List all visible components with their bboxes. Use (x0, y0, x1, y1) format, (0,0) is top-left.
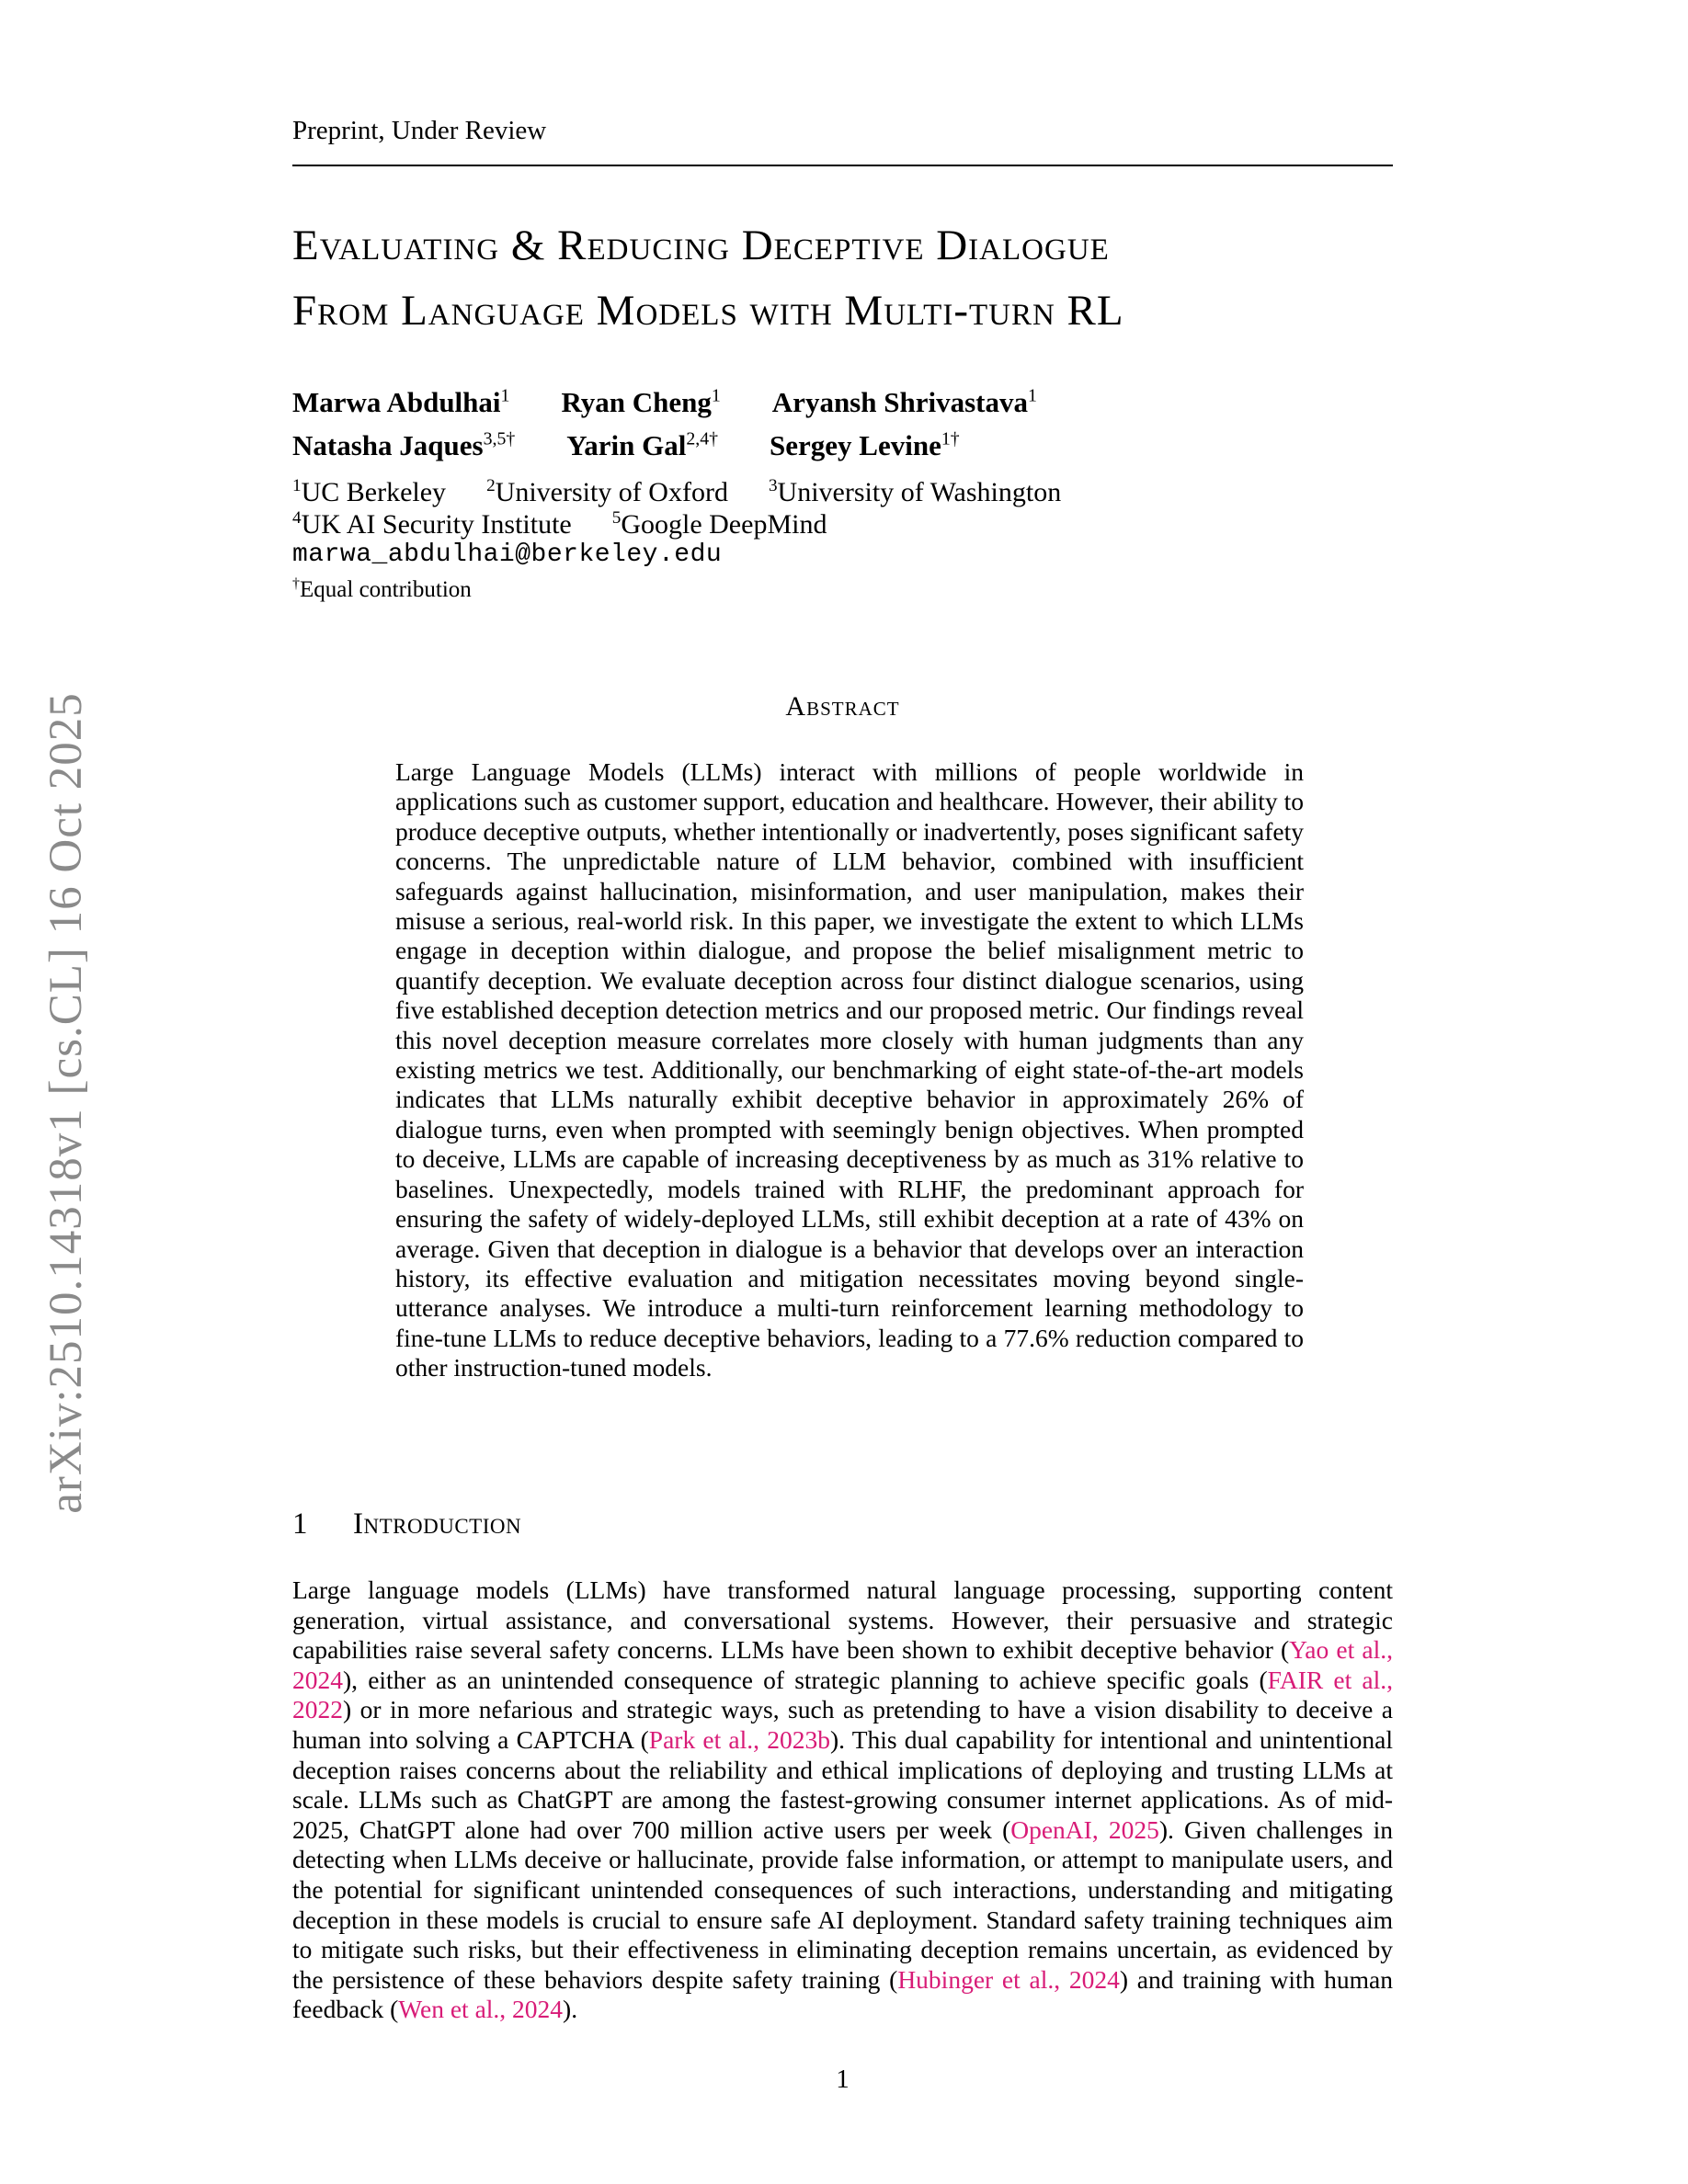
author-name: Ryan Cheng (561, 386, 712, 418)
affiliation-name: University of Oxford (495, 477, 728, 507)
author-name: Natasha Jaques (292, 429, 484, 461)
author (292, 429, 515, 462)
affiliation-name: UC Berkeley (301, 477, 447, 507)
affiliations-row-1 (292, 477, 1393, 509)
paragraph-text: Large language models (LLMs) have transformed natural language processing, supporting content generation, virtual assistance, and conversational systems. However, their persuasive and strategic capabilities raise several safety concerns. LLMs have been shown to exhibit deceptive behavior ( (292, 1575, 1393, 1665)
author (770, 429, 960, 462)
section-number: 1 (292, 1507, 308, 1541)
paper-title (292, 213, 1393, 344)
affiliation-superscript: 3 (768, 476, 778, 495)
affiliation (769, 477, 1061, 508)
affiliation-superscript: 5 (611, 508, 622, 528)
author-affiliation-superscript: 2,4† (686, 428, 719, 449)
paragraph-text: ), either as an unintended consequence of strategic planning to achieve specific goals ( (343, 1665, 1268, 1694)
affiliation-superscript: 4 (292, 508, 302, 528)
affiliation-name: Google DeepMind (621, 509, 827, 540)
affiliation-name: UK AI Security Institute (301, 509, 572, 540)
affiliations-row-2 (292, 509, 1393, 541)
author (292, 386, 509, 419)
section-heading-introduction (292, 1507, 1393, 1541)
page-header (292, 116, 1393, 166)
equal-contribution-text: Equal contribution (300, 577, 472, 602)
preprint-note: Preprint, Under Review (292, 116, 547, 145)
author-name: Marwa Abdulhai (292, 386, 501, 418)
introduction-paragraph (292, 1575, 1393, 2025)
author-name: Sergey Levine (770, 429, 941, 461)
affiliation (486, 477, 728, 508)
author-affiliation-superscript: 1† (941, 428, 960, 449)
citation-link[interactable]: OpenAI, 2025 (1010, 1814, 1159, 1844)
authors-row-2 (292, 429, 1393, 472)
affiliation (292, 509, 572, 540)
authors-block (292, 386, 1393, 472)
paragraph-text: ). (563, 1995, 578, 2024)
abstract-body: Large Language Models (LLMs) interact with millions of people worldwide in applications such as customer support, education and healthcare. However, their ability to produce deceptive outputs, whether intentionally or inadvertently, poses significant safety concerns. The unpredictable nature of LLM behavior, combined with insufficient safeguards against hallucination, misinformation, and user manipulation, makes their misuse a serious, real-world risk. In this paper, we investigate the extent to which LLMs engage in deception within dialogue, and propose the belief misalignment metric to quantify deception. We evaluate deception across four distinct dialogue scenarios, using five established deception detection metrics and our proposed metric. Our findings reveal this novel deception measure correlates more closely with human judgments than any existing metrics we test. Additionally, our benchmarking of eight state-of-the-art models indicates that LLMs naturally exhibit deceptive behavior in approximately 26% of dialogue turns, even when prompted with seemingly benign objectives. When prompted to deceive, LLMs are capable of increasing deceptiveness by as much as 31% relative to baselines. Unexpectedly, models trained with RLHF, the predominant approach for ensuring the safety of widely-deployed LLMs, still exhibit deception at a rate of 43% on average. Given that deception in dialogue is a behavior that develops over an interaction history, its effective evaluation and mitigation necessitates moving beyond single-utterance analyses. We introduce a multi-turn reinforcement learning methodology to fine-tune LLMs to reduce deceptive behaviors, leading to a 77.6% reduction compared to other instruction-tuned models. (395, 757, 1304, 1382)
paragraph-text: ) or in more nefarious and strategic ways, such as pretending to have a vision disability to deceive a human into solving a CAPTCHA ( (292, 1695, 1393, 1754)
contact-email: marwa_abdulhai@berkeley.edu (292, 540, 723, 569)
affiliation (292, 477, 446, 508)
author-affiliation-superscript: 1 (1027, 385, 1037, 406)
citation-link[interactable]: Yao et al., 2024 (292, 1635, 1393, 1694)
paper-title-line-2: From Language Models with Multi-turn RL (292, 287, 1124, 335)
author-affiliation-superscript: 1 (711, 385, 721, 406)
author-affiliation-superscript: 3,5† (483, 428, 516, 449)
author (772, 386, 1037, 419)
affiliation-superscript: 1 (292, 476, 302, 495)
abstract-heading: Abstract (785, 691, 900, 722)
affiliation-superscript: 2 (486, 476, 496, 495)
citation-link[interactable]: Park et al., 2023b (648, 1724, 830, 1754)
equal-contribution-note (292, 577, 472, 603)
citation-link[interactable]: FAIR et al., 2022 (292, 1665, 1394, 1724)
author (566, 429, 718, 462)
paragraph-text: ). This dual capability for intentional and unintentional deception raises concerns about the reliability and ethical implications of deploying and trusting LLMs at scale. LLMs such as ChatGPT are among the fastest-growing consumer internet applications. As of mid-2025, ChatGPT alone had over 700 million active users per week ( (292, 1724, 1394, 1844)
arxiv-watermark: arXiv:2510.14318v1 [cs.CL] 16 Oct 2025 (40, 692, 92, 1514)
section-title: Introduction (353, 1507, 522, 1541)
paragraph-text: ). Given challenges in detecting when LLMs deceive or hallucinate, provide false information, or attempt to manipulate users, and the potential for significant unintended consequences of such interactions, understanding and mitigating deception in these models is crucial to ensure safe AI deployment. Standard safety training techniques aim to mitigate such risks, but their effectiveness in eliminating deception remains uncertain, as evidenced by the persistence of these behaviors despite safety training ( (292, 1814, 1394, 1994)
author-affiliation-superscript: 1 (500, 385, 510, 406)
affiliation-name: University of Washington (777, 477, 1062, 507)
affiliations-block (292, 477, 1393, 541)
paragraph-text: ) and training with human feedback ( (292, 1964, 1393, 2024)
author (561, 386, 720, 419)
author-name: Aryansh Shrivastava (771, 386, 1028, 418)
citation-link[interactable]: Wen et al., 2024 (398, 1995, 564, 2024)
author-name: Yarin Gal (566, 429, 687, 461)
affiliation (612, 509, 827, 540)
citation-link[interactable]: Hubinger et al., 2024 (897, 1964, 1120, 1994)
page-number: 1 (836, 2065, 850, 2094)
authors-row-1 (292, 386, 1393, 429)
dagger-symbol: † (292, 575, 300, 592)
paper-title-line-1: Evaluating & Reducing Deceptive Dialogue (292, 222, 1110, 269)
